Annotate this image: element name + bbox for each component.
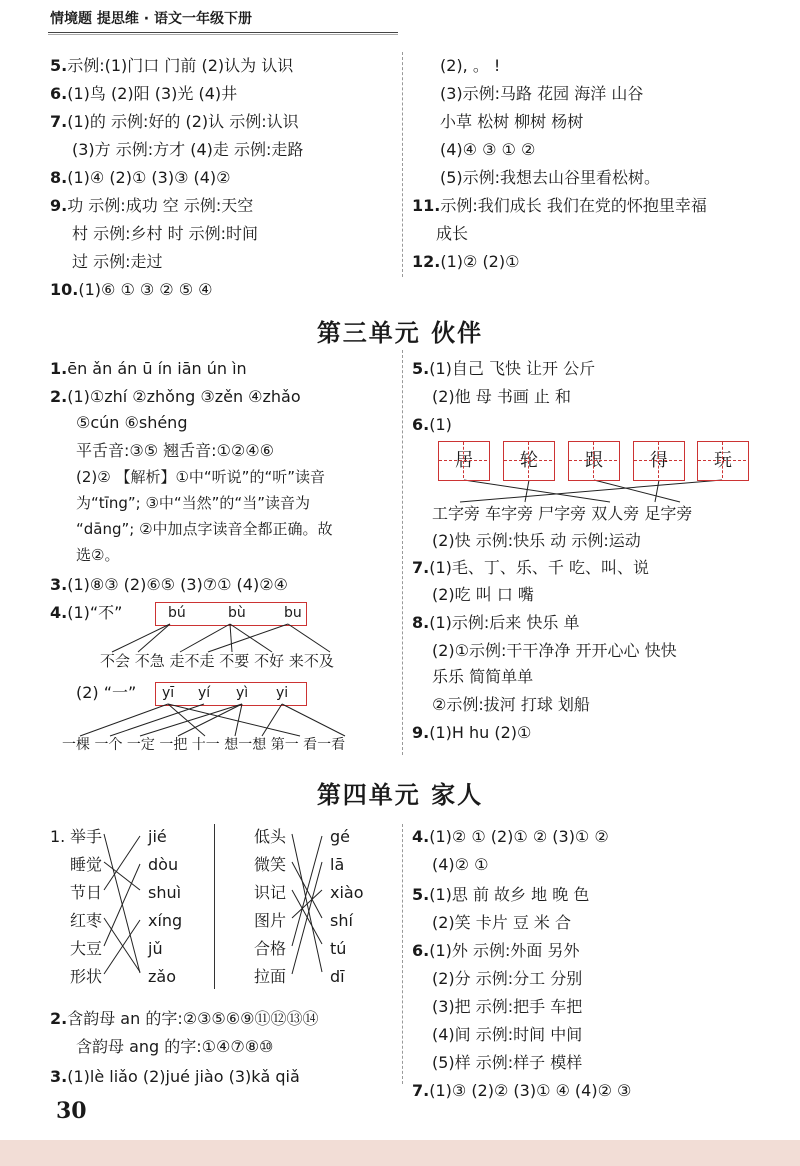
- answer-line: (2), 。 !: [440, 56, 501, 75]
- q1-word: 举手: [70, 827, 103, 846]
- answer-line: 7.(1)毛、丁、乐、千 吃、叫、说: [412, 558, 649, 577]
- answer-line: 小草 松树 柳树 杨树: [440, 112, 584, 131]
- q1-separator: [214, 824, 215, 989]
- answer-line: (2)分 示例:分工 分别: [432, 969, 583, 988]
- q1-pinyin: dī: [330, 967, 345, 986]
- q6-char-box: 居: [438, 441, 490, 481]
- q1-pinyin: xíng: [148, 911, 183, 930]
- q1-word: 形状: [70, 967, 103, 986]
- pinyin: yì: [236, 685, 249, 701]
- page-number: 30: [56, 1098, 87, 1124]
- answer-line: 5.(1)自己 飞快 让开 公斤: [412, 359, 596, 378]
- answer-line: 含韵母 ang 的字:①④⑦⑧⑩: [76, 1037, 274, 1056]
- answer-line: 乐乐 简简单单: [432, 667, 534, 686]
- q1-pinyin: gé: [330, 827, 350, 846]
- q1-pinyin: shí: [330, 911, 353, 930]
- q1-word: 红枣: [70, 911, 103, 930]
- answer-line: 3.(1)⑧③ (2)⑥⑤ (3)⑦① (4)②④: [50, 575, 288, 594]
- answer-line: 选②。: [76, 546, 120, 564]
- q6-char-box: 跟: [568, 441, 620, 481]
- answer-line: 5.示例:(1)门口 门前 (2)认为 认识: [50, 56, 294, 75]
- pinyin: yi: [276, 685, 289, 701]
- answer-line: (4)④ ③ ① ②: [440, 140, 536, 159]
- q1-pinyin: jǔ: [148, 939, 163, 958]
- q1-word: 节日: [70, 883, 103, 902]
- q1-word: 合格: [254, 939, 287, 958]
- pinyin: yí: [198, 685, 211, 701]
- pinyin: yī: [162, 685, 175, 701]
- answer-line: (3)示例:马路 花园 海洋 山谷: [440, 84, 644, 103]
- answer-line: (2)快 示例:快乐 动 示例:运动: [432, 531, 641, 550]
- q6-char-box: 得: [633, 441, 685, 481]
- q1-pinyin: dòu: [148, 855, 179, 874]
- answer-line: 8.(1)④ (2)① (3)③ (4)②: [50, 168, 231, 187]
- q1-word: 大豆: [70, 939, 103, 958]
- q4-words-2: 一棵 一个 一定 一把 十一 想一想 第一 看一看: [62, 737, 346, 753]
- q1-word: 识记: [254, 883, 287, 902]
- answer-line: 7.(1)的 示例:好的 (2)认 示例:认识: [50, 112, 299, 131]
- q4-words-1: 不会 不急 走不走 不要 不好 来不及: [100, 652, 334, 670]
- q1-pinyin: jié: [148, 827, 167, 846]
- q1-pinyin: zǎo: [148, 967, 176, 986]
- answer-line: 6.(1): [412, 415, 452, 434]
- q6-radicals: 工字旁 车字旁 尸字旁 双人旁 足字旁: [432, 504, 693, 523]
- answer-line: 12.(1)② (2)①: [412, 252, 520, 271]
- answer-line: (2)② 【解析】①中“听说”的“听”读音: [76, 468, 325, 486]
- answer-line: (2)吃 叫 口 嘴: [432, 585, 534, 604]
- q1-word: 拉面: [254, 967, 287, 986]
- q1-pinyin: lā: [330, 855, 345, 874]
- answer-line: 8.(1)示例:后来 快乐 单: [412, 613, 580, 632]
- answer-line: ⑤cún ⑥shéng: [76, 413, 188, 432]
- q1-pinyin: shuì: [148, 883, 182, 902]
- answer-line: 11.示例:我们成长 我们在党的怀抱里幸福: [412, 196, 707, 215]
- answer-line: (3)方 示例:方才 (4)走 示例:走路: [72, 140, 304, 159]
- pinyin: bù: [228, 605, 246, 621]
- page-header: 情境题 提思维 · 语文一年级下册: [50, 11, 252, 27]
- q4-part2-label: (2) “一”: [76, 683, 137, 702]
- unit3-title: 第三单元 伙伴: [316, 318, 484, 347]
- answer-line: 平舌音:③⑤ 翘舌音:①②④⑥: [76, 441, 274, 460]
- q6-char-box: 轮: [503, 441, 555, 481]
- answer-line: 村 示例:乡村 时 示例:时间: [72, 224, 259, 243]
- answer-line: 4.(1)② ① (2)① ② (3)① ②: [412, 827, 609, 846]
- answer-line: 为“tīng”; ③中“当然”的“当”读音为: [76, 494, 310, 512]
- answer-line: (5)示例:我想去山谷里看松树。: [440, 168, 661, 187]
- q4-part1-label: 4.(1)“不”: [50, 603, 123, 622]
- answer-line: (2)笑 卡片 豆 米 合: [432, 913, 572, 932]
- q1-pinyin: tú: [330, 939, 347, 958]
- answer-line: 6.(1)外 示例:外面 另外: [412, 941, 580, 960]
- answer-line: ②示例:拔河 打球 划船: [432, 695, 590, 714]
- answer-line: (4)② ①: [432, 855, 489, 874]
- answer-line: (2)①示例:干干净净 开开心心 快快: [432, 641, 677, 660]
- answer-line: 1.ēn ǎn án ū ín iān ún ìn: [50, 359, 247, 378]
- answer-line: (5)样 示例:样子 模样: [432, 1053, 583, 1072]
- unit4-title: 第四单元 家人: [316, 780, 484, 809]
- answer-line: 10.(1)⑥ ① ③ ② ⑤ ④: [50, 280, 213, 299]
- q1-number: 1.: [50, 827, 66, 846]
- answer-line: (2)他 母 书画 止 和: [432, 387, 572, 406]
- answer-line: 2.含韵母 an 的字:②③⑤⑥⑨⑪⑫⑬⑭: [50, 1009, 319, 1028]
- answer-line: 过 示例:走过: [72, 252, 163, 271]
- answer-line: (4)间 示例:时间 中间: [432, 1025, 583, 1044]
- answer-line: 9.功 示例:成功 空 示例:天空: [50, 196, 254, 215]
- answer-line: 成长: [436, 224, 469, 243]
- answer-line: 3.(1)lè liǎo (2)jué jiào (3)kǎ qiǎ: [50, 1067, 300, 1086]
- answer-line: 5.(1)思 前 故乡 地 晚 色: [412, 885, 590, 904]
- q1-word: 睡觉: [70, 855, 103, 874]
- answer-line: 7.(1)③ (2)② (3)① ④ (4)② ③: [412, 1081, 632, 1100]
- answer-line: 2.(1)①zhí ②zhǒng ③zěn ④zhǎo: [50, 387, 301, 406]
- pinyin: bu: [284, 605, 302, 621]
- q1-pinyin: xiào: [330, 883, 364, 902]
- bottom-band: [0, 1140, 800, 1166]
- answer-line: 9.(1)H hu (2)①: [412, 723, 532, 742]
- answer-line: 6.(1)鸟 (2)阳 (3)光 (4)井: [50, 84, 238, 103]
- q1-word: 微笑: [254, 855, 287, 874]
- answer-line: (3)把 示例:把手 车把: [432, 997, 583, 1016]
- q1-word: 低头: [254, 827, 287, 846]
- pinyin: bú: [168, 605, 186, 621]
- answer-line: “dāng”; ②中加点字读音全都正确。故: [76, 520, 333, 538]
- q6-char-box: 玩: [697, 441, 749, 481]
- q1-word: 图片: [254, 911, 287, 930]
